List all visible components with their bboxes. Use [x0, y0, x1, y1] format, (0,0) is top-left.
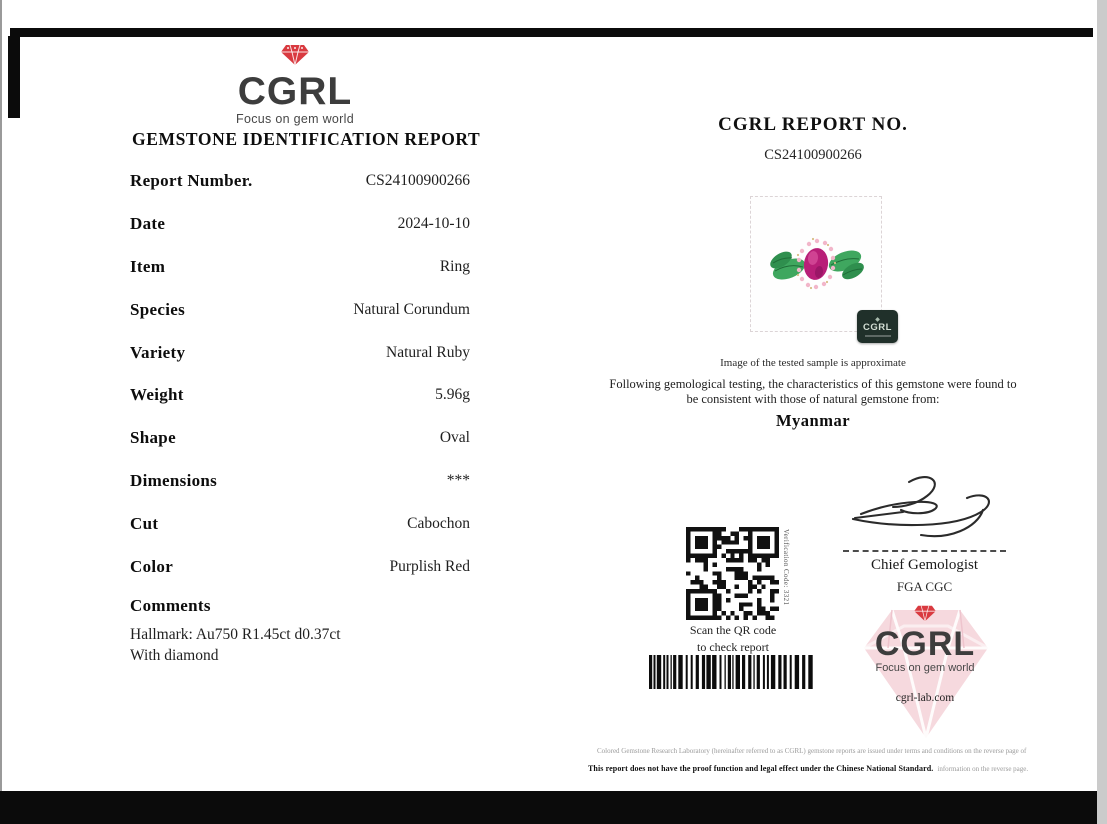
field-row-species	[130, 288, 470, 331]
field-value: Cabochon	[407, 514, 470, 532]
field-row-date	[130, 203, 470, 246]
field-value: CS24100900266	[365, 172, 470, 190]
website-url: cgrl-lab.com	[895, 692, 955, 704]
photo-note: Image of the tested sample is approximate	[720, 357, 906, 369]
red-diamond-icon	[215, 44, 375, 71]
field-value: 5.96g	[435, 386, 470, 404]
footer-tagline: Focus on gem world	[875, 662, 975, 674]
field-label: Item	[130, 256, 166, 276]
signature-line	[843, 550, 1006, 552]
field-value: 2024-10-10	[397, 215, 470, 233]
field-value: ***	[446, 471, 470, 489]
finding-line-1: Following gemological testing, the characteristics of this gemstone were found to	[609, 377, 1017, 391]
field-label: Weight	[130, 385, 184, 405]
report-title: GEMSTONE IDENTIFICATION REPORT	[132, 129, 481, 149]
field-value: Ring	[439, 257, 470, 275]
signature-image	[845, 472, 1010, 546]
qr-caption-line-2: to check report	[697, 640, 769, 654]
field-row-color	[130, 545, 470, 588]
signature-credentials: FGA CGC	[896, 579, 953, 594]
signature-title: Chief Gemologist	[870, 557, 979, 573]
badge-brand-text: CGRL	[863, 321, 892, 333]
field-row-item	[130, 246, 470, 289]
field-value: Oval	[439, 429, 470, 447]
field-row-dimensions	[130, 460, 470, 503]
origin-value: Myanmar	[775, 411, 851, 430]
comments-line-2: With diamond	[130, 647, 219, 665]
ring-illustration	[765, 227, 869, 303]
comments-line-1: Hallmark: Au750 R1.45ct d0.37ct	[130, 625, 341, 643]
diamond-icon: ◆	[875, 316, 880, 323]
fields-list	[130, 160, 470, 667]
footer-brand-text: CGRL	[874, 625, 976, 663]
footer-cgrl-logo	[855, 605, 995, 674]
field-label: Color	[130, 556, 174, 576]
field-row-report-number	[130, 160, 470, 203]
verification-code-text: Verification Code: 3321	[782, 529, 790, 606]
field-label: Dimensions	[130, 470, 218, 490]
field-label: Cut	[130, 513, 159, 533]
logo-tagline: Focus on gem world	[236, 112, 354, 126]
comments-label: Comments	[130, 595, 211, 615]
cgrl-logo	[215, 44, 375, 126]
cgrl-sample-badge	[857, 310, 898, 343]
field-value: Natural Corundum	[353, 300, 470, 318]
field-value: Natural Ruby	[386, 343, 470, 361]
scan-edge-left-block	[8, 36, 20, 118]
field-label: Shape	[130, 428, 176, 448]
report-no-heading: CGRL REPORT NO.	[718, 114, 908, 135]
disclaimer-line-1: Colored Gemstone Research Laboratory (hereinafter referred to as CGRL) gemstone reports are issued under terms and conditions on the reverse page of	[597, 747, 1027, 755]
logo-brand-text: CGRL	[237, 70, 353, 113]
field-row-variety	[130, 331, 470, 374]
badge-subtext-line	[865, 335, 891, 337]
field-value: Purplish Red	[389, 557, 470, 575]
field-label: Species	[130, 299, 185, 319]
field-label: Report Number.	[130, 171, 253, 191]
scan-edge-left-line	[0, 0, 2, 824]
field-row-cut	[130, 502, 470, 545]
disclaimer-bold-text: This report does not have the proof function and legal effect under the Chinese National Standard.	[588, 764, 934, 773]
field-row-weight	[130, 374, 470, 417]
field-row-shape	[130, 417, 470, 460]
barcode	[649, 655, 815, 689]
scan-edge-right-strip	[1097, 0, 1107, 824]
qr-caption-line-1: Scan the QR code	[689, 623, 777, 637]
field-label: Date	[130, 214, 166, 234]
qr-code	[686, 527, 779, 620]
scan-edge-top-bar	[10, 28, 1093, 37]
red-diamond-icon	[855, 605, 995, 627]
finding-statement	[591, 377, 1035, 406]
field-label: Variety	[130, 342, 186, 362]
disclaimer-tail-text: information on the reverse page.	[937, 765, 1029, 773]
finding-line-2: be consistent with those of natural gemstone from:	[686, 391, 940, 406]
comments-block	[130, 588, 470, 667]
scan-edge-bottom-band	[0, 791, 1107, 824]
report-no-value: CS24100900266	[764, 147, 862, 163]
disclaimer-line-2	[588, 758, 1038, 776]
